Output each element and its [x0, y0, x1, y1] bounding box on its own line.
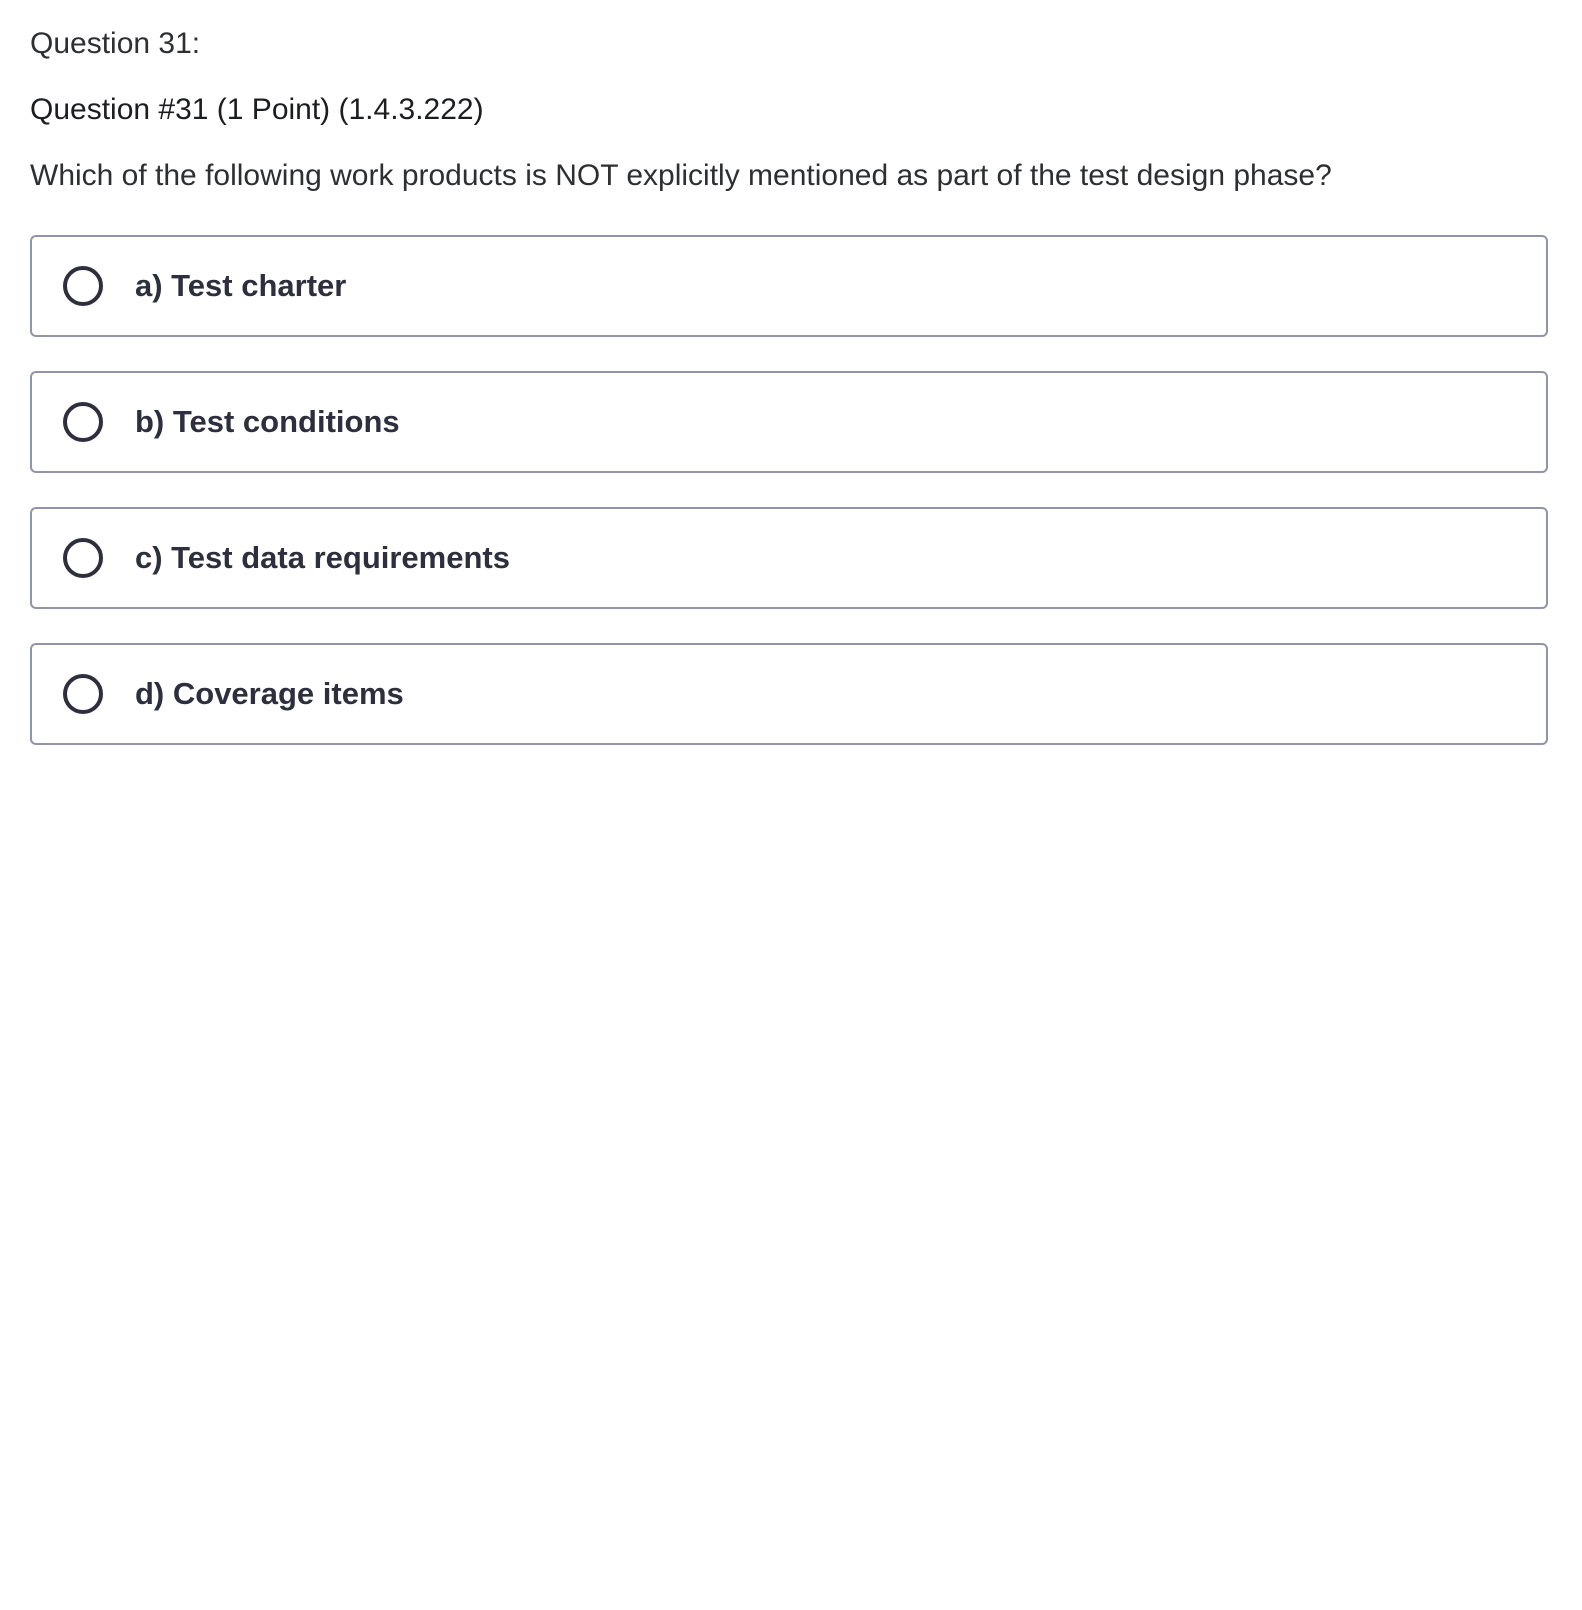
answer-options — [30, 235, 1548, 779]
radio-button-icon[interactable] — [63, 266, 103, 306]
answer-option-a[interactable] — [30, 235, 1548, 337]
question-heading: Question #31 (1 Point) (1.4.3.222) — [30, 93, 484, 126]
answer-option-d[interactable] — [30, 643, 1548, 745]
radio-button-icon[interactable] — [63, 402, 103, 442]
question-prompt: Which of the following work products is NOT explicitly mentioned as part of the test design phase? — [30, 159, 1332, 192]
question-counter: Question 31: — [30, 27, 201, 60]
radio-button-icon[interactable] — [63, 674, 103, 714]
answer-option-label: b) Test conditions — [135, 404, 400, 439]
answer-option-b[interactable] — [30, 371, 1548, 473]
answer-option-label: c) Test data requirements — [135, 540, 510, 575]
answer-option-label: d) Coverage items — [135, 676, 404, 711]
answer-option-label: a) Test charter — [135, 268, 347, 303]
radio-button-icon[interactable] — [63, 538, 103, 578]
answer-option-c[interactable] — [30, 507, 1548, 609]
